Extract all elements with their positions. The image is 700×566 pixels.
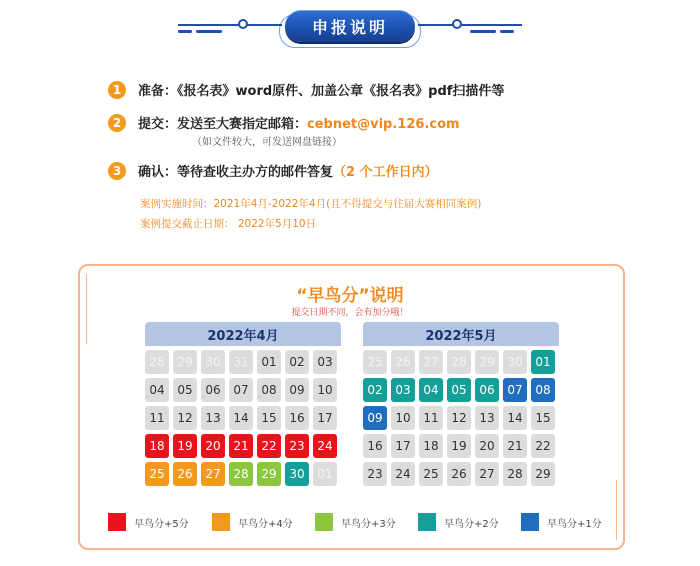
- calendar-day: 28: [145, 350, 169, 374]
- calendar-day: 24: [313, 434, 337, 458]
- step-number: 3: [108, 162, 126, 180]
- calendar-day: 05: [173, 378, 197, 402]
- panel-subtitle: 提交日期不同，会有加分哦！: [291, 308, 409, 318]
- calendar-day: 09: [285, 378, 309, 402]
- calendar-day: 17: [313, 406, 337, 430]
- calendar-day: 28: [503, 462, 527, 486]
- calendar-day: 20: [201, 434, 225, 458]
- calendar-day: 25: [145, 462, 169, 486]
- legend-label: 早鸟分+3分: [341, 518, 396, 530]
- calendar-day: 22: [257, 434, 281, 458]
- calendar-day: 30: [285, 462, 309, 486]
- header-dash: [178, 30, 192, 33]
- calendar-day: 10: [391, 406, 415, 430]
- step-label: [138, 113, 460, 132]
- calendar-day: 29: [257, 462, 281, 486]
- calendar-day: 19: [447, 434, 471, 458]
- calendar-day: 26: [391, 350, 415, 374]
- calendar-day: 12: [173, 406, 197, 430]
- calendar-day: 20: [475, 434, 499, 458]
- legend-label: 早鸟分+1分: [547, 518, 602, 530]
- calendar-day: 07: [229, 378, 253, 402]
- calendar-day: 14: [229, 406, 253, 430]
- calendar-day: 27: [419, 350, 443, 374]
- calendar-day: 10: [313, 378, 337, 402]
- step-label-text: 确认：等待查收主办方的邮件答复: [138, 165, 334, 180]
- calendar-grid: [145, 350, 341, 486]
- calendar-day: 11: [419, 406, 443, 430]
- calendar-day: 25: [419, 462, 443, 486]
- calendar-day: 03: [391, 378, 415, 402]
- step-label-text: 提交：发送至大赛指定邮箱：: [138, 117, 308, 132]
- header-dash: [500, 30, 514, 33]
- step-label: 准备：《报名表》word原件、加盖公章《报名表》pdf扫描件等: [138, 84, 505, 99]
- calendar-day: 29: [531, 462, 555, 486]
- calendar-day: 15: [257, 406, 281, 430]
- calendar-day: 08: [257, 378, 281, 402]
- calendar-day: 07: [503, 378, 527, 402]
- legend-swatch: [315, 513, 333, 531]
- calendar-day: 19: [173, 434, 197, 458]
- calendar-day: 12: [447, 406, 471, 430]
- panel-title: “早鸟分”说明: [296, 286, 404, 306]
- legend-item: [108, 513, 189, 531]
- calendar-day: 03: [313, 350, 337, 374]
- legend-swatch: [418, 513, 436, 531]
- legend-swatch: [108, 513, 126, 531]
- calendar-day: 23: [285, 434, 309, 458]
- calendar-day: 01: [531, 350, 555, 374]
- step-number: 2: [108, 114, 126, 132]
- calendar-day: 24: [391, 462, 415, 486]
- header-line-left: [178, 24, 282, 26]
- info-submission-deadline: 案例提交截止日期： 2022年5月10日: [140, 218, 317, 230]
- calendar-day: 08: [531, 378, 555, 402]
- step-label: [138, 161, 438, 180]
- header-pill: [285, 10, 415, 42]
- calendar-day: 18: [145, 434, 169, 458]
- calendar-day: 11: [145, 406, 169, 430]
- calendar-day: 27: [201, 462, 225, 486]
- calendar-day: 28: [447, 350, 471, 374]
- calendar-day: 06: [475, 378, 499, 402]
- step-deadline-note: （2 个工作日内）: [333, 165, 438, 180]
- step-2: [108, 113, 460, 132]
- calendar-day: 04: [145, 378, 169, 402]
- step-2-note: （如文件较大，可发送网盘链接）: [192, 137, 342, 148]
- calendar-day: 27: [475, 462, 499, 486]
- calendar-day: 30: [201, 350, 225, 374]
- panel-decoration: [616, 480, 617, 540]
- legend-item: [521, 513, 602, 531]
- step-number: 1: [108, 81, 126, 99]
- calendar-day: 05: [447, 378, 471, 402]
- header-line-right: [418, 24, 522, 26]
- section-header: [0, 0, 700, 48]
- legend-item: [418, 513, 499, 531]
- calendar-day: 28: [229, 462, 253, 486]
- info-implementation-period: 案例实施时间：2021年4月-2022年4月(且不得提交与往届大赛相同案例): [140, 198, 482, 210]
- header-dash: [196, 30, 222, 33]
- calendar-day: 29: [475, 350, 499, 374]
- calendar-day: 26: [173, 462, 197, 486]
- calendar-day: 06: [201, 378, 225, 402]
- calendar-april: [145, 322, 341, 486]
- calendar-day: 02: [285, 350, 309, 374]
- legend-item: [212, 513, 293, 531]
- header-dot: [452, 19, 462, 29]
- calendar-day: 23: [363, 462, 387, 486]
- calendar-title: 2022年5月: [363, 322, 559, 346]
- calendar-day: 02: [363, 378, 387, 402]
- legend-label: 早鸟分+5分: [134, 518, 189, 530]
- calendar-day: 30: [503, 350, 527, 374]
- calendar-day: 29: [173, 350, 197, 374]
- calendar-day: 22: [531, 434, 555, 458]
- step-3: [108, 161, 438, 180]
- legend-item: [315, 513, 396, 531]
- calendar-day: 18: [419, 434, 443, 458]
- calendar-day: 25: [363, 350, 387, 374]
- page-title: 申报说明: [311, 17, 388, 37]
- email-link[interactable]: cebnet@vip.126.com: [307, 117, 460, 132]
- calendar-day: 21: [503, 434, 527, 458]
- calendar-day: 01: [257, 350, 281, 374]
- legend-label: 早鸟分+2分: [444, 518, 499, 530]
- calendar-title: 2022年4月: [145, 322, 341, 346]
- calendar-day: 13: [201, 406, 225, 430]
- calendar-day: 16: [363, 434, 387, 458]
- legend-swatch: [212, 513, 230, 531]
- header-dash: [470, 30, 496, 33]
- calendar-day: 15: [531, 406, 555, 430]
- legend-swatch: [521, 513, 539, 531]
- calendar-day: 01: [313, 462, 337, 486]
- calendar-day: 17: [391, 434, 415, 458]
- calendar-day: 09: [363, 406, 387, 430]
- calendar-day: 13: [475, 406, 499, 430]
- calendar-may: [363, 322, 559, 486]
- header-dot: [238, 19, 248, 29]
- calendar-day: 31: [229, 350, 253, 374]
- calendar-day: 04: [419, 378, 443, 402]
- calendar-day: 16: [285, 406, 309, 430]
- calendar-day: 26: [447, 462, 471, 486]
- calendar-grid: [363, 350, 559, 486]
- calendar-day: 14: [503, 406, 527, 430]
- legend-label: 早鸟分+4分: [238, 518, 293, 530]
- calendar-day: 21: [229, 434, 253, 458]
- step-1: [108, 80, 504, 99]
